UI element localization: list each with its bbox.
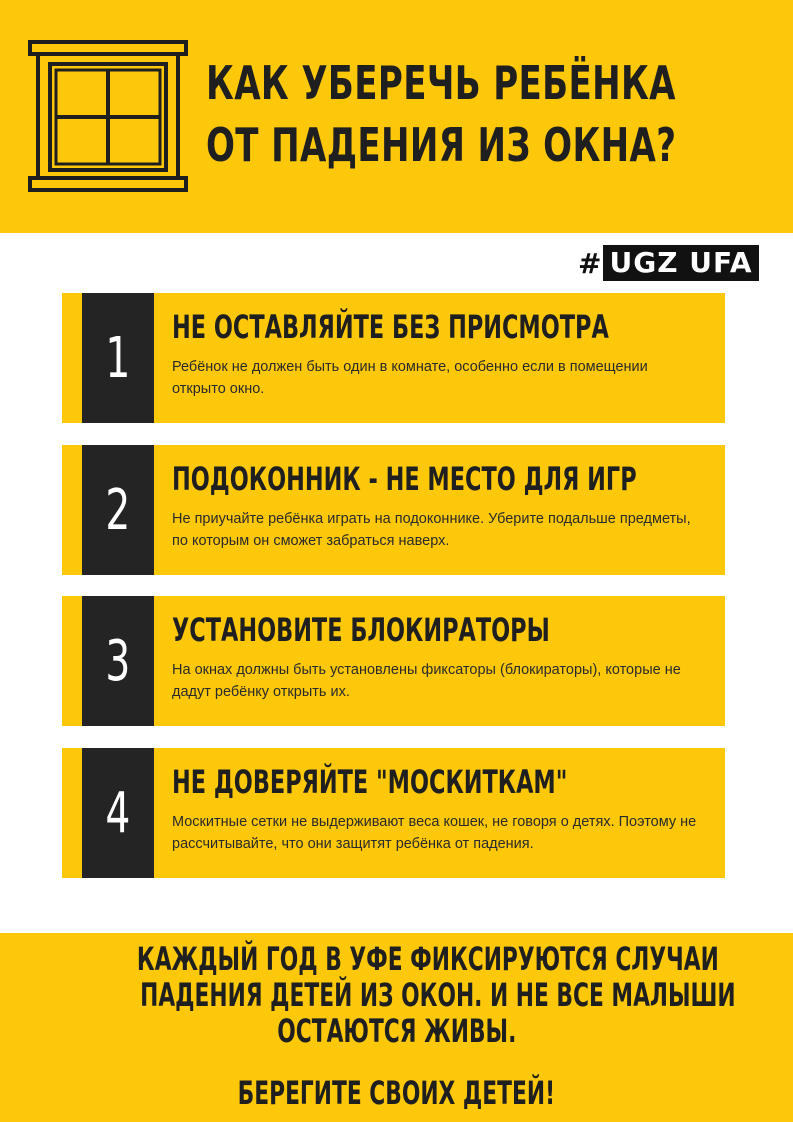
tip-card-3 — [62, 596, 725, 726]
tip-text-3: На окнах должны быть установлены фиксаторы (блокираторы), которые не дадут ребёнку открыть их. — [172, 662, 681, 700]
hashtag-symbol: # — [578, 246, 602, 280]
hashtag-text: UGZ UFA — [603, 245, 758, 281]
tip-text-2: Не приучайте ребёнка играть на подоконнике. Уберите подальше предметы, по которым он сможет забраться наверх. — [172, 511, 691, 549]
tip-number-1: 1 — [82, 293, 154, 423]
tip-title-3: УСТАНОВИТЕ БЛОКИРАТОРЫ — [172, 611, 550, 649]
tip-title-2: ПОДОКОННИК - НЕ МЕСТО ДЛЯ ИГР — [172, 460, 637, 498]
page-title — [206, 52, 677, 176]
tip-text-1: Ребёнок не должен быть один в комнате, особенно если в помещении открыто окно. — [172, 359, 648, 397]
footer-slogan: БЕРЕГИТЕ СВОИХ ДЕТЕЙ! — [237, 1074, 556, 1112]
footer-line-2: ПАДЕНИЯ ДЕТЕЙ ИЗ ОКОН. И НЕ ВСЕ МАЛЫШИ — [140, 976, 736, 1014]
footer-line-3: ОСТАЮТСЯ ЖИВЫ. — [276, 1012, 517, 1050]
title-line-2: ОТ ПАДЕНИЯ ИЗ ОКНА? — [206, 118, 677, 172]
footer-warning — [0, 941, 793, 1049]
tip-text-4: Москитные сетки не выдерживают веса кошек, не говоря о детях. Поэтому не рассчитывайте, что они защитят ребёнка от падения. — [172, 814, 697, 852]
tip-card-4 — [62, 748, 725, 878]
footer-line-1: КАЖДЫЙ ГОД В УФЕ ФИКСИРУЮТСЯ СЛУЧАИ — [136, 940, 719, 978]
tip-number-3: 3 — [82, 596, 154, 726]
footer-banner — [0, 933, 793, 1122]
tip-title-1: НЕ ОСТАВЛЯЙТЕ БЕЗ ПРИСМОТРА — [172, 308, 609, 346]
hashtag — [578, 245, 759, 281]
window-icon — [28, 40, 188, 192]
tip-number-2: 2 — [82, 445, 154, 575]
tip-card-1 — [62, 293, 725, 423]
title-line-1: КАК УБЕРЕЧЬ РЕБЁНКА — [206, 56, 676, 110]
tip-number-4: 4 — [82, 748, 154, 878]
tip-title-4: НЕ ДОВЕРЯЙТЕ "МОСКИТКАМ" — [172, 763, 568, 801]
tip-card-2 — [62, 445, 725, 575]
header-banner — [0, 0, 793, 233]
